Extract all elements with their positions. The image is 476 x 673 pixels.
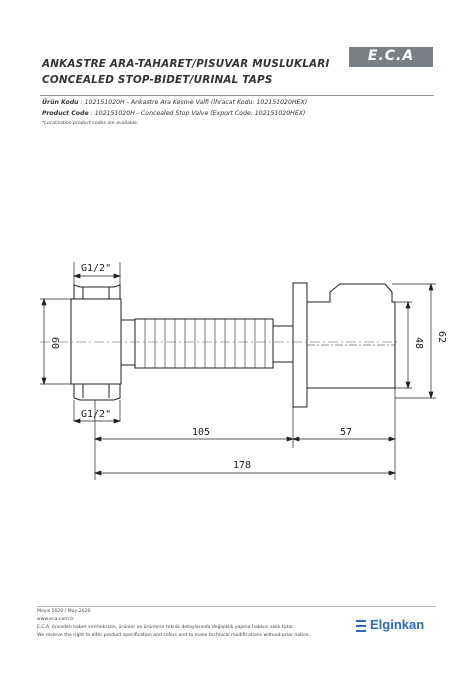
brand-name: Elginkan [370, 617, 425, 632]
product-code-en-label: Product Code [42, 110, 89, 117]
eca-logo-text: E.C.A [367, 48, 415, 64]
footer-date: Mayıs 2020 / May 2020 [37, 609, 91, 614]
footer-disclaimer-tr: E.C.A. önceden haber vermeksizin, ürünler ve ürünlerin teknik detaylarında değişiklik yapma hakkını saklı tutar. [37, 625, 295, 630]
footer-disclaimer-en: We reserve the right to alter product specification and colors and to make technical modifications without prior notice. [37, 633, 311, 638]
localisation-note: *Localisation product codes are available. [42, 121, 139, 126]
footer-website[interactable]: www.eca.com.tr [37, 617, 74, 622]
dim-178: 178 [233, 460, 252, 471]
product-code-en-value: : 102151020H - Concealed Stop Valve (Export Code: 102151020HEX) [90, 110, 306, 117]
dim-48: 48 [413, 337, 424, 350]
top-thread-nut [74, 285, 120, 299]
bottom-thread-nut [74, 384, 120, 400]
flange-plate [293, 283, 307, 407]
elginkan-mark-icon [356, 619, 368, 633]
dim-57: 57 [340, 427, 353, 438]
dim-62: 62 [436, 331, 447, 344]
thread-bottom-label: G1/2" [81, 409, 112, 420]
dim-60: 60 [49, 337, 60, 350]
title-english: CONCEALED STOP-BIDET/URINAL TAPS [42, 74, 273, 86]
title-turkish: ANKASTRE ARA-TAHARET/PISUVAR MUSLUKLARI [42, 58, 330, 70]
product-code-tr-value: : 102151020H - Ankastre Ara Kesme Valfi (İhracat Kodu: 102151020HEX) [80, 99, 308, 106]
product-code-tr-label: Ürün Kodu [42, 99, 79, 106]
knurled-spindle [135, 319, 273, 368]
body-block [71, 299, 121, 384]
handle-body [307, 284, 395, 388]
footer-divider [37, 606, 436, 607]
dim-105: 105 [192, 427, 211, 438]
thread-top-label: G1/2" [81, 263, 112, 274]
